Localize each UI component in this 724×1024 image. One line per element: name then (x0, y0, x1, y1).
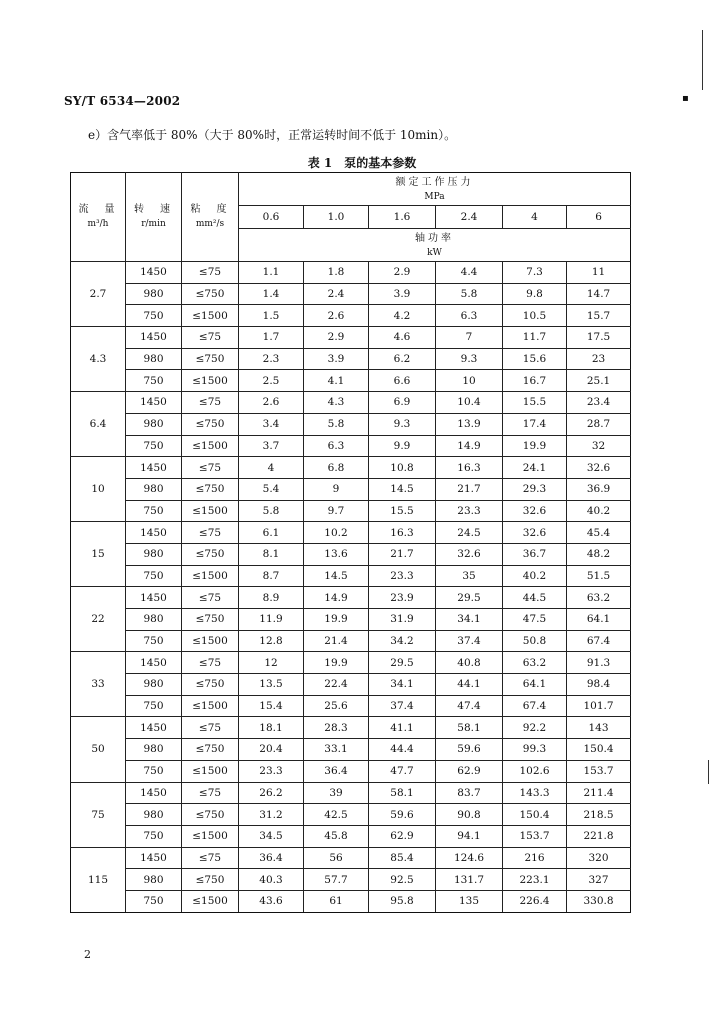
speed-cell: 1450 (126, 457, 182, 479)
power-value-cell: 15.5 (503, 392, 567, 414)
power-value-cell: 320 (567, 847, 631, 869)
power-value-cell: 34.5 (239, 825, 304, 847)
table-row (71, 739, 631, 761)
power-value-cell: 24.1 (503, 457, 567, 479)
power-value-cell: 4.3 (304, 392, 369, 414)
power-value-cell: 2.9 (304, 327, 369, 349)
power-value-cell: 64.1 (503, 674, 567, 696)
speed-cell: 980 (126, 478, 182, 500)
power-value-cell: 31.9 (369, 609, 436, 631)
power-value-cell: 218.5 (567, 804, 631, 826)
power-value-cell: 23.9 (369, 587, 436, 609)
power-value-cell: 14.7 (567, 283, 631, 305)
power-value-cell: 4.2 (369, 305, 436, 327)
power-value-cell: 59.6 (436, 739, 503, 761)
power-value-cell: 50.8 (503, 630, 567, 652)
power-value-cell: 48.2 (567, 543, 631, 565)
table-row (71, 652, 631, 674)
table-row (71, 500, 631, 522)
table-row (71, 782, 631, 804)
power-value-cell: 4.1 (304, 370, 369, 392)
flow-cell: 6.4 (71, 392, 126, 457)
power-value-cell: 330.8 (567, 890, 631, 912)
power-value-cell: 15.6 (503, 348, 567, 370)
power-value-cell: 62.9 (369, 825, 436, 847)
power-value-cell: 223.1 (503, 869, 567, 891)
power-value-cell: 36.4 (239, 847, 304, 869)
power-value-cell: 37.4 (369, 695, 436, 717)
power-value-cell: 9.8 (503, 283, 567, 305)
speed-cell: 1450 (126, 522, 182, 544)
speed-cell: 1450 (126, 327, 182, 349)
power-value-cell: 99.3 (503, 739, 567, 761)
power-value-cell: 25.1 (567, 370, 631, 392)
pressure-value: 6 (567, 206, 631, 229)
table-row (71, 695, 631, 717)
power-value-cell: 13.5 (239, 674, 304, 696)
table-row (71, 327, 631, 349)
power-value-cell: 1.1 (239, 262, 304, 284)
speed-cell: 1450 (126, 587, 182, 609)
power-value-cell: 61 (304, 890, 369, 912)
power-value-cell: 35 (436, 565, 503, 587)
power-value-cell: 15.5 (369, 500, 436, 522)
scan-speck: ▪ (682, 93, 689, 104)
power-value-cell: 90.8 (436, 804, 503, 826)
power-value-cell: 44.1 (436, 674, 503, 696)
power-value-cell: 92.5 (369, 869, 436, 891)
power-value-cell: 1.8 (304, 262, 369, 284)
power-value-cell: 5.8 (239, 500, 304, 522)
power-value-cell: 58.1 (436, 717, 503, 739)
viscosity-cell: ≤750 (182, 478, 239, 500)
viscosity-cell: ≤1500 (182, 825, 239, 847)
pressure-header: 额定工作压力 MPa (239, 173, 631, 206)
power-value-cell: 9 (304, 478, 369, 500)
power-value-cell: 6.3 (304, 435, 369, 457)
speed-cell: 750 (126, 695, 182, 717)
power-value-cell: 19.9 (304, 652, 369, 674)
flow-cell: 10 (71, 457, 126, 522)
speed-cell: 750 (126, 500, 182, 522)
viscosity-cell: ≤75 (182, 652, 239, 674)
viscosity-cell: ≤750 (182, 283, 239, 305)
power-value-cell: 34.1 (369, 674, 436, 696)
power-value-cell: 10.4 (436, 392, 503, 414)
power-value-cell: 95.8 (369, 890, 436, 912)
power-value-cell: 150.4 (503, 804, 567, 826)
power-value-cell: 135 (436, 890, 503, 912)
speed-cell: 1450 (126, 717, 182, 739)
power-value-cell: 42.5 (304, 804, 369, 826)
power-value-cell: 9.3 (436, 348, 503, 370)
power-value-cell: 101.7 (567, 695, 631, 717)
power-value-cell: 34.2 (369, 630, 436, 652)
power-value-cell: 13.6 (304, 543, 369, 565)
power-value-cell: 1.4 (239, 283, 304, 305)
power-value-cell: 23.3 (369, 565, 436, 587)
pump-parameters-table (70, 172, 631, 913)
power-value-cell: 44.5 (503, 587, 567, 609)
power-value-cell: 29.5 (369, 652, 436, 674)
table-row (71, 370, 631, 392)
power-value-cell: 92.2 (503, 717, 567, 739)
speed-cell: 1450 (126, 392, 182, 414)
power-value-cell: 21.7 (369, 543, 436, 565)
power-value-cell: 39 (304, 782, 369, 804)
power-value-cell: 85.4 (369, 847, 436, 869)
speed-cell: 980 (126, 543, 182, 565)
power-value-cell: 14.5 (369, 478, 436, 500)
power-value-cell: 98.4 (567, 674, 631, 696)
power-value-cell: 34.1 (436, 609, 503, 631)
power-value-cell: 2.3 (239, 348, 304, 370)
table-row (71, 869, 631, 891)
power-value-cell: 29.5 (436, 587, 503, 609)
power-value-cell: 32.6 (503, 500, 567, 522)
table-row (71, 543, 631, 565)
power-value-cell: 3.7 (239, 435, 304, 457)
power-value-cell: 23.3 (239, 760, 304, 782)
power-value-cell: 19.9 (304, 609, 369, 631)
power-value-cell: 10.8 (369, 457, 436, 479)
power-value-cell: 47.4 (436, 695, 503, 717)
power-value-cell: 9.9 (369, 435, 436, 457)
table-row (71, 413, 631, 435)
power-value-cell: 124.6 (436, 847, 503, 869)
power-value-cell: 153.7 (503, 825, 567, 847)
speed-header: 转 速 r/min (126, 173, 182, 262)
viscosity-cell: ≤750 (182, 869, 239, 891)
speed-cell: 750 (126, 890, 182, 912)
table-row (71, 760, 631, 782)
power-value-cell: 10.2 (304, 522, 369, 544)
scan-margin-line (702, 30, 703, 90)
pressure-value: 1.6 (369, 206, 436, 229)
power-value-cell: 143.3 (503, 782, 567, 804)
flow-cell: 15 (71, 522, 126, 587)
power-value-cell: 2.6 (239, 392, 304, 414)
power-value-cell: 7.3 (503, 262, 567, 284)
table-row (71, 847, 631, 869)
speed-cell: 1450 (126, 652, 182, 674)
power-value-cell: 16.3 (369, 522, 436, 544)
table-row (71, 392, 631, 414)
power-value-cell: 83.7 (436, 782, 503, 804)
viscosity-cell: ≤1500 (182, 630, 239, 652)
power-value-cell: 25.6 (304, 695, 369, 717)
power-value-cell: 67.4 (503, 695, 567, 717)
power-value-cell: 6.9 (369, 392, 436, 414)
table-row (71, 457, 631, 479)
power-value-cell: 8.9 (239, 587, 304, 609)
power-value-cell: 33.1 (304, 739, 369, 761)
viscosity-cell: ≤75 (182, 327, 239, 349)
power-value-cell: 45.8 (304, 825, 369, 847)
power-value-cell: 5.4 (239, 478, 304, 500)
flow-cell: 75 (71, 782, 126, 847)
viscosity-cell: ≤750 (182, 609, 239, 631)
power-value-cell: 23.4 (567, 392, 631, 414)
viscosity-cell: ≤1500 (182, 435, 239, 457)
power-value-cell: 63.2 (503, 652, 567, 674)
power-value-cell: 17.5 (567, 327, 631, 349)
power-value-cell: 8.1 (239, 543, 304, 565)
power-value-cell: 40.2 (567, 500, 631, 522)
power-value-cell: 216 (503, 847, 567, 869)
speed-cell: 750 (126, 825, 182, 847)
table-row (71, 522, 631, 544)
power-value-cell: 16.7 (503, 370, 567, 392)
speed-cell: 980 (126, 609, 182, 631)
power-value-cell: 41.1 (369, 717, 436, 739)
power-value-cell: 211.4 (567, 782, 631, 804)
viscosity-cell: ≤1500 (182, 890, 239, 912)
power-value-cell: 226.4 (503, 890, 567, 912)
power-value-cell: 91.3 (567, 652, 631, 674)
power-value-cell: 9.3 (369, 413, 436, 435)
page-number: 2 (84, 948, 91, 961)
power-value-cell: 4 (239, 457, 304, 479)
power-value-cell: 4.4 (436, 262, 503, 284)
power-value-cell: 2.4 (304, 283, 369, 305)
speed-cell: 980 (126, 869, 182, 891)
power-value-cell: 32 (567, 435, 631, 457)
power-value-cell: 29.3 (503, 478, 567, 500)
table-caption: 表 1 泵的基本参数 (307, 156, 417, 170)
viscosity-cell: ≤750 (182, 348, 239, 370)
speed-cell: 980 (126, 283, 182, 305)
speed-cell: 1450 (126, 262, 182, 284)
power-value-cell: 57.7 (304, 869, 369, 891)
power-header: 轴功率 kW (239, 229, 631, 262)
power-value-cell: 1.5 (239, 305, 304, 327)
viscosity-cell: ≤75 (182, 847, 239, 869)
power-value-cell: 4.6 (369, 327, 436, 349)
power-value-cell: 28.3 (304, 717, 369, 739)
flow-cell: 22 (71, 587, 126, 652)
power-value-cell: 43.6 (239, 890, 304, 912)
pressure-value: 0.6 (239, 206, 304, 229)
power-value-cell: 5.8 (436, 283, 503, 305)
viscosity-cell: ≤1500 (182, 695, 239, 717)
power-value-cell: 58.1 (369, 782, 436, 804)
flow-cell: 2.7 (71, 262, 126, 327)
speed-cell: 1450 (126, 847, 182, 869)
flow-cell: 4.3 (71, 327, 126, 392)
speed-cell: 1450 (126, 782, 182, 804)
power-value-cell: 22.4 (304, 674, 369, 696)
power-value-cell: 17.4 (503, 413, 567, 435)
table-row (71, 717, 631, 739)
power-value-cell: 32.6 (567, 457, 631, 479)
power-value-cell: 6.1 (239, 522, 304, 544)
viscosity-cell: ≤75 (182, 782, 239, 804)
power-value-cell: 31.2 (239, 804, 304, 826)
power-value-cell: 11.9 (239, 609, 304, 631)
power-value-cell: 24.5 (436, 522, 503, 544)
speed-cell: 750 (126, 305, 182, 327)
power-value-cell: 102.6 (503, 760, 567, 782)
speed-cell: 980 (126, 739, 182, 761)
power-value-cell: 36.9 (567, 478, 631, 500)
power-value-cell: 56 (304, 847, 369, 869)
viscosity-cell: ≤1500 (182, 370, 239, 392)
viscosity-cell: ≤750 (182, 804, 239, 826)
power-value-cell: 221.8 (567, 825, 631, 847)
power-value-cell: 59.6 (369, 804, 436, 826)
table-row (71, 890, 631, 912)
power-value-cell: 11.7 (503, 327, 567, 349)
speed-cell: 750 (126, 565, 182, 587)
power-value-cell: 2.9 (369, 262, 436, 284)
power-value-cell: 131.7 (436, 869, 503, 891)
viscosity-cell: ≤1500 (182, 305, 239, 327)
viscosity-cell: ≤750 (182, 543, 239, 565)
power-value-cell: 10.5 (503, 305, 567, 327)
power-value-cell: 37.4 (436, 630, 503, 652)
power-value-cell: 18.1 (239, 717, 304, 739)
note-item-e: e）含气率低于 80%（大于 80%时，正常运转时间不低于 10min）。 (88, 128, 457, 142)
power-value-cell: 15.7 (567, 305, 631, 327)
power-value-cell: 64.1 (567, 609, 631, 631)
power-value-cell: 8.7 (239, 565, 304, 587)
power-value-cell: 94.1 (436, 825, 503, 847)
power-value-cell: 26.2 (239, 782, 304, 804)
viscosity-cell: ≤750 (182, 674, 239, 696)
power-value-cell: 150.4 (567, 739, 631, 761)
power-value-cell: 6.8 (304, 457, 369, 479)
pressure-value: 1.0 (304, 206, 369, 229)
viscosity-cell: ≤750 (182, 739, 239, 761)
power-value-cell: 36.4 (304, 760, 369, 782)
power-value-cell: 21.4 (304, 630, 369, 652)
power-value-cell: 40.8 (436, 652, 503, 674)
power-value-cell: 32.6 (436, 543, 503, 565)
speed-cell: 980 (126, 804, 182, 826)
viscosity-header: 粘 度 mm²/s (182, 173, 239, 262)
power-value-cell: 6.2 (369, 348, 436, 370)
power-value-cell: 6.3 (436, 305, 503, 327)
speed-cell: 750 (126, 760, 182, 782)
standard-code: SY/T 6534—2002 (64, 94, 181, 108)
power-value-cell: 12.8 (239, 630, 304, 652)
table-row (71, 262, 631, 284)
power-value-cell: 23 (567, 348, 631, 370)
power-value-cell: 21.7 (436, 478, 503, 500)
power-value-cell: 3.4 (239, 413, 304, 435)
power-value-cell: 6.6 (369, 370, 436, 392)
power-value-cell: 28.7 (567, 413, 631, 435)
speed-cell: 750 (126, 370, 182, 392)
table-row (71, 630, 631, 652)
power-value-cell: 62.9 (436, 760, 503, 782)
power-value-cell: 14.9 (436, 435, 503, 457)
power-value-cell: 1.7 (239, 327, 304, 349)
speed-cell: 750 (126, 630, 182, 652)
power-value-cell: 143 (567, 717, 631, 739)
table-row (71, 348, 631, 370)
table-row (71, 825, 631, 847)
power-value-cell: 47.5 (503, 609, 567, 631)
table-row (71, 804, 631, 826)
table-row (71, 305, 631, 327)
flow-header: 流 量 m³/h (71, 173, 126, 262)
speed-cell: 980 (126, 413, 182, 435)
table-row (71, 565, 631, 587)
power-value-cell: 20.4 (239, 739, 304, 761)
power-value-cell: 67.4 (567, 630, 631, 652)
power-value-cell: 32.6 (503, 522, 567, 544)
power-value-cell: 9.7 (304, 500, 369, 522)
table-row (71, 435, 631, 457)
scan-margin-line (708, 760, 709, 784)
power-value-cell: 44.4 (369, 739, 436, 761)
power-value-cell: 13.9 (436, 413, 503, 435)
viscosity-cell: ≤1500 (182, 565, 239, 587)
viscosity-cell: ≤75 (182, 262, 239, 284)
power-value-cell: 14.5 (304, 565, 369, 587)
table-row (71, 609, 631, 631)
flow-cell: 33 (71, 652, 126, 717)
power-value-cell: 40.3 (239, 869, 304, 891)
power-value-cell: 51.5 (567, 565, 631, 587)
viscosity-cell: ≤75 (182, 457, 239, 479)
pressure-value: 4 (503, 206, 567, 229)
power-value-cell: 15.4 (239, 695, 304, 717)
viscosity-cell: ≤750 (182, 413, 239, 435)
power-value-cell: 327 (567, 869, 631, 891)
viscosity-cell: ≤1500 (182, 760, 239, 782)
power-value-cell: 2.6 (304, 305, 369, 327)
power-value-cell: 7 (436, 327, 503, 349)
viscosity-cell: ≤75 (182, 587, 239, 609)
power-value-cell: 23.3 (436, 500, 503, 522)
power-value-cell: 3.9 (369, 283, 436, 305)
power-value-cell: 153.7 (567, 760, 631, 782)
table-row (71, 587, 631, 609)
speed-cell: 980 (126, 674, 182, 696)
table-row (71, 283, 631, 305)
pressure-value: 2.4 (436, 206, 503, 229)
viscosity-cell: ≤75 (182, 522, 239, 544)
viscosity-cell: ≤75 (182, 392, 239, 414)
power-value-cell: 16.3 (436, 457, 503, 479)
power-value-cell: 45.4 (567, 522, 631, 544)
power-value-cell: 40.2 (503, 565, 567, 587)
power-value-cell: 2.5 (239, 370, 304, 392)
power-value-cell: 11 (567, 262, 631, 284)
viscosity-cell: ≤1500 (182, 500, 239, 522)
power-value-cell: 47.7 (369, 760, 436, 782)
flow-cell: 115 (71, 847, 126, 912)
speed-cell: 750 (126, 435, 182, 457)
power-value-cell: 63.2 (567, 587, 631, 609)
power-value-cell: 3.9 (304, 348, 369, 370)
table-row (71, 674, 631, 696)
flow-cell: 50 (71, 717, 126, 782)
speed-cell: 980 (126, 348, 182, 370)
power-value-cell: 19.9 (503, 435, 567, 457)
power-value-cell: 10 (436, 370, 503, 392)
power-value-cell: 12 (239, 652, 304, 674)
power-value-cell: 36.7 (503, 543, 567, 565)
power-value-cell: 14.9 (304, 587, 369, 609)
table-row (71, 478, 631, 500)
power-value-cell: 5.8 (304, 413, 369, 435)
viscosity-cell: ≤75 (182, 717, 239, 739)
